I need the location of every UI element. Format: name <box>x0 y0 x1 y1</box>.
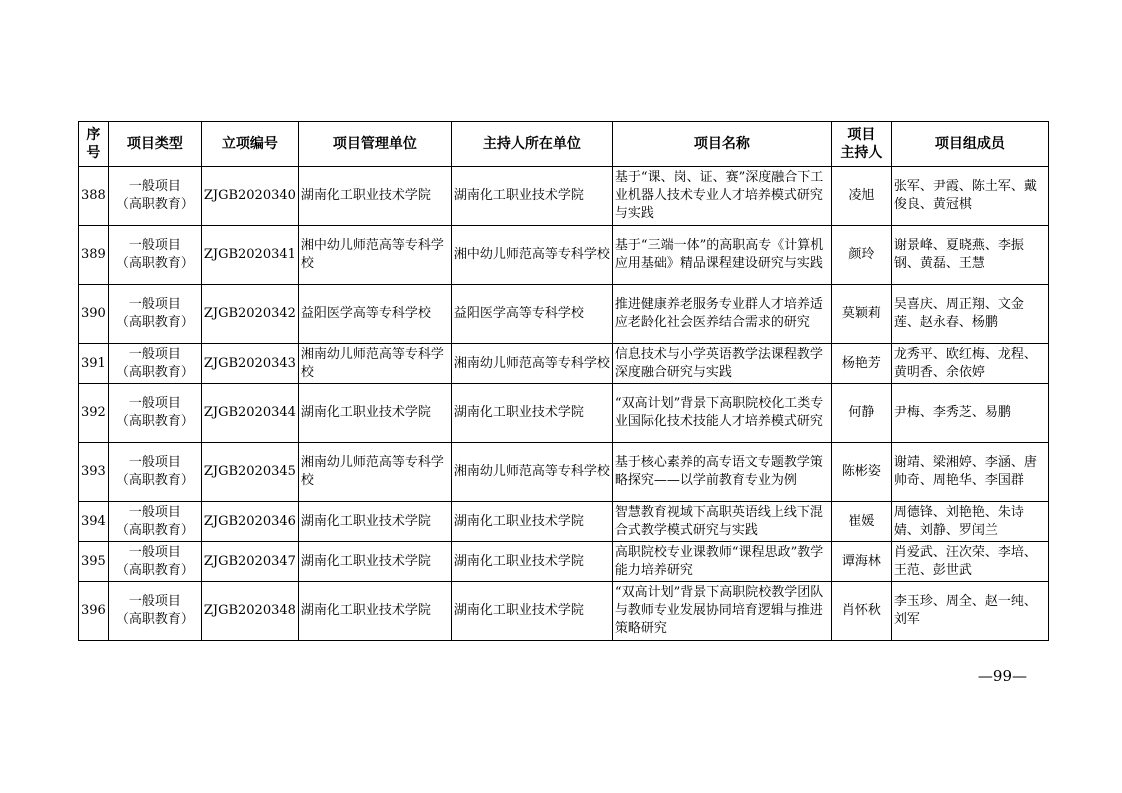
project-type-cell: 一般项目 （高职教育） <box>108 582 201 641</box>
project-members-cell: 吴喜庆、周正翔、文金莲、赵永春、杨鹏 <box>891 285 1048 344</box>
project-host-cell: 肖怀秋 <box>831 582 891 641</box>
management-unit-cell: 湖南化工职业技术学院 <box>298 167 451 226</box>
host-unit-cell: 湘中幼儿师范高等专科学校 <box>451 226 612 285</box>
host-unit-cell: 湖南化工职业技术学院 <box>451 167 612 226</box>
host-unit-cell: 湖南化工职业技术学院 <box>451 384 612 443</box>
host-unit-cell: 益阳医学高等专科学校 <box>451 285 612 344</box>
project-name-cell: 高职院校专业课教师“课程思政”教学能力培养研究 <box>612 542 831 582</box>
project-host-cell: 陈彬姿 <box>831 443 891 502</box>
row-number-cell: 396 <box>79 582 109 641</box>
project-members-cell: 李玉珍、周全、赵一纯、刘军 <box>891 582 1048 641</box>
management-unit-cell: 湘南幼儿师范高等专科学校 <box>298 344 451 384</box>
project-type-cell: 一般项目 （高职教育） <box>108 443 201 502</box>
host-unit-cell: 湘南幼儿师范高等专科学校 <box>451 443 612 502</box>
project-type-cell: 一般项目 （高职教育） <box>108 384 201 443</box>
project-code-cell: ZJGB2020340 <box>201 167 298 226</box>
project-host-cell: 何静 <box>831 384 891 443</box>
management-unit-cell: 湖南化工职业技术学院 <box>298 542 451 582</box>
row-number-cell: 388 <box>79 167 109 226</box>
header-cell: 项目类型 <box>108 122 201 167</box>
host-unit-cell: 湖南化工职业技术学院 <box>451 542 612 582</box>
project-name-cell: “双高计划”背景下高职院校化工类专业国际化技术技能人才培养模式研究 <box>612 384 831 443</box>
table-row <box>79 344 1049 384</box>
project-name-cell: 信息技术与小学英语教学法课程教学深度融合研究与实践 <box>612 344 831 384</box>
table-row <box>79 502 1049 542</box>
header-row <box>79 122 1049 167</box>
project-members-cell: 张军、尹霞、陈土军、戴俊良、黄冠棋 <box>891 167 1048 226</box>
row-number-cell: 394 <box>79 502 109 542</box>
table-body <box>79 167 1049 641</box>
project-type-cell: 一般项目 （高职教育） <box>108 542 201 582</box>
management-unit-cell: 湘南幼儿师范高等专科学校 <box>298 443 451 502</box>
row-number-cell: 393 <box>79 443 109 502</box>
table-row <box>79 226 1049 285</box>
table-row <box>79 384 1049 443</box>
management-unit-cell: 湖南化工职业技术学院 <box>298 384 451 443</box>
project-host-cell: 颜玲 <box>831 226 891 285</box>
header-cell: 序 号 <box>79 122 109 167</box>
project-host-cell: 谭海林 <box>831 542 891 582</box>
host-unit-cell: 湖南化工职业技术学院 <box>451 582 612 641</box>
project-members-cell: 周德锋、刘艳艳、朱诗婧、刘静、罗闰兰 <box>891 502 1048 542</box>
project-name-cell: “双高计划”背景下高职院校教学团队与教师专业发展协同培育逻辑与推进策略研究 <box>612 582 831 641</box>
row-number-cell: 391 <box>79 344 109 384</box>
table-row <box>79 167 1049 226</box>
project-type-cell: 一般项目 （高职教育） <box>108 167 201 226</box>
project-type-cell: 一般项目 （高职教育） <box>108 344 201 384</box>
management-unit-cell: 湖南化工职业技术学院 <box>298 582 451 641</box>
project-type-cell: 一般项目 （高职教育） <box>108 502 201 542</box>
header-cell: 项目组成员 <box>891 122 1048 167</box>
row-number-cell: 392 <box>79 384 109 443</box>
header-cell: 项目 主持人 <box>831 122 891 167</box>
row-number-cell: 390 <box>79 285 109 344</box>
project-code-cell: ZJGB2020343 <box>201 344 298 384</box>
project-members-cell: 尹梅、李秀芝、易鹏 <box>891 384 1048 443</box>
project-code-cell: ZJGB2020344 <box>201 384 298 443</box>
header-cell: 项目管理单位 <box>298 122 451 167</box>
project-host-cell: 崔媛 <box>831 502 891 542</box>
header-cell: 主持人所在单位 <box>451 122 612 167</box>
table-row <box>79 582 1049 641</box>
table-row <box>79 443 1049 502</box>
project-code-cell: ZJGB2020348 <box>201 582 298 641</box>
project-name-cell: 基于“课、岗、证、赛”深度融合下工业机器人技术专业人才培养模式研究与实践 <box>612 167 831 226</box>
management-unit-cell: 湘中幼儿师范高等专科学校 <box>298 226 451 285</box>
project-members-cell: 谢景峰、夏晓燕、李振钢、黄磊、王慧 <box>891 226 1048 285</box>
header-cell: 立项编号 <box>201 122 298 167</box>
management-unit-cell: 益阳医学高等专科学校 <box>298 285 451 344</box>
host-unit-cell: 湘南幼儿师范高等专科学校 <box>451 344 612 384</box>
project-table <box>78 121 1049 641</box>
project-code-cell: ZJGB2020347 <box>201 542 298 582</box>
host-unit-cell: 湖南化工职业技术学院 <box>451 502 612 542</box>
project-name-cell: 基于核心素养的高专语文专题教学策略探究——以学前教育专业为例 <box>612 443 831 502</box>
project-code-cell: ZJGB2020346 <box>201 502 298 542</box>
project-type-cell: 一般项目 （高职教育） <box>108 226 201 285</box>
project-members-cell: 肖爱武、汪次荣、李培、王范、彭世武 <box>891 542 1048 582</box>
project-members-cell: 龙秀平、欧红梅、龙程、黄明香、余依婷 <box>891 344 1048 384</box>
project-host-cell: 莫颖莉 <box>831 285 891 344</box>
header-cell: 项目名称 <box>612 122 831 167</box>
page-number: —99— <box>977 667 1027 685</box>
project-name-cell: 基于“三端一体”的高职高专《计算机 应用基础》精品课程建设研究与实践 <box>612 226 831 285</box>
row-number-cell: 395 <box>79 542 109 582</box>
table-row <box>79 542 1049 582</box>
project-members-cell: 谢靖、梁湘婷、李涵、唐帅奇、周艳华、李国群 <box>891 443 1048 502</box>
project-host-cell: 杨艳芳 <box>831 344 891 384</box>
table-row <box>79 285 1049 344</box>
project-name-cell: 智慧教育视域下高职英语线上线下混合式教学模式研究与实践 <box>612 502 831 542</box>
project-type-cell: 一般项目 （高职教育） <box>108 285 201 344</box>
project-code-cell: ZJGB2020341 <box>201 226 298 285</box>
project-code-cell: ZJGB2020342 <box>201 285 298 344</box>
project-name-cell: 推进健康养老服务专业群人才培养适应老龄化社会医养结合需求的研究 <box>612 285 831 344</box>
project-host-cell: 凌旭 <box>831 167 891 226</box>
project-code-cell: ZJGB2020345 <box>201 443 298 502</box>
row-number-cell: 389 <box>79 226 109 285</box>
management-unit-cell: 湖南化工职业技术学院 <box>298 502 451 542</box>
